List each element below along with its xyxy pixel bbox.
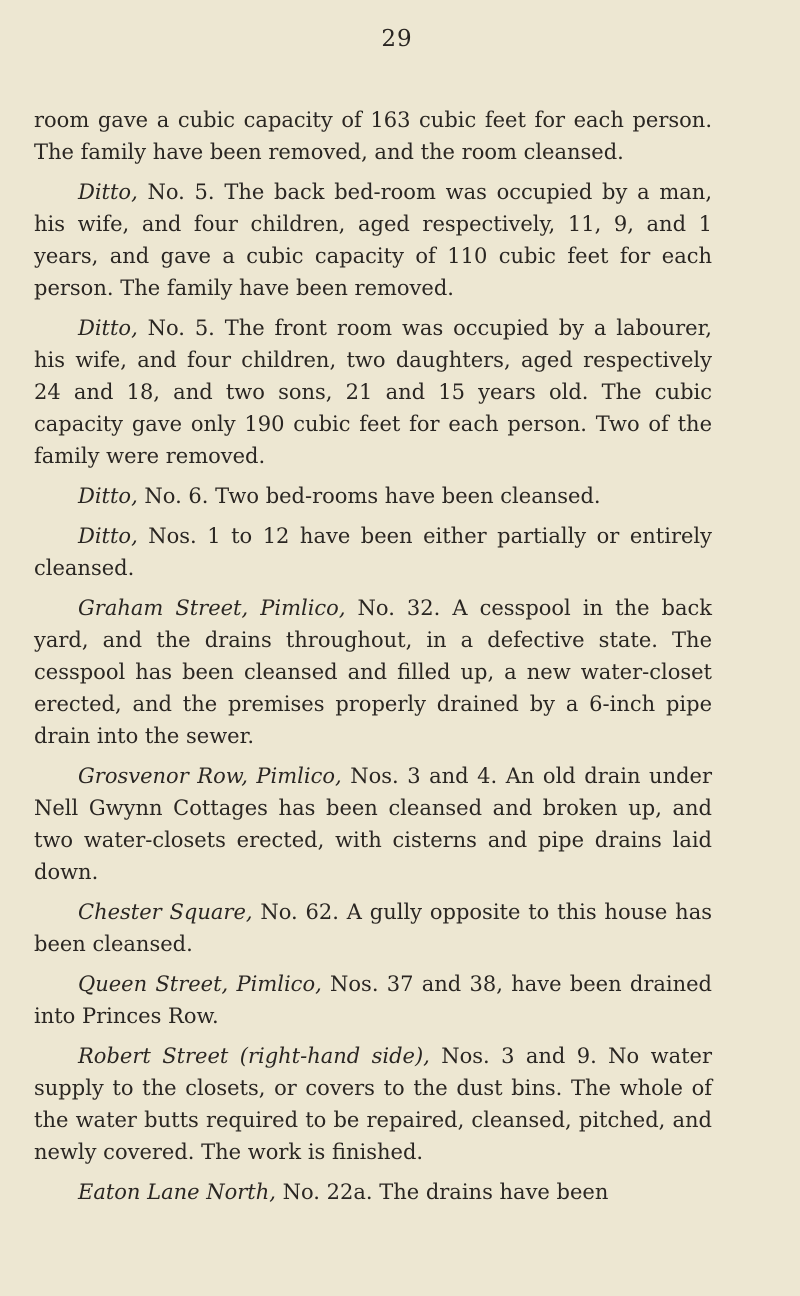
paragraph-lead: Ditto, bbox=[78, 316, 138, 340]
paragraph-text: No. 5. The back bed-room was occupied by a man, his wife, and four children, aged respectively, 11, 9, and 1 years, and gave a cubic capacity of 110 cubic feet for each person. The family have been removed. bbox=[34, 180, 712, 300]
paragraph-queen-street bbox=[34, 968, 712, 1032]
paragraph-lead: Chester Square, bbox=[78, 900, 253, 924]
paragraph-chester-square bbox=[34, 896, 712, 960]
paragraph-lead: Robert Street (right-hand side), bbox=[78, 1044, 430, 1068]
paragraph-lead: Eaton Lane North, bbox=[78, 1180, 276, 1204]
paragraph-text: No. 5. The front room was occupied by a labourer, his wife, and four children, two daughters, aged respectively 24 and 18, and two sons, 21 and 15 years old. The cubic capacity gave only 190 cubic feet for each person. Two of the family were removed. bbox=[34, 316, 712, 468]
paragraph-robert-street bbox=[34, 1040, 712, 1168]
paragraph-grosvenor-row bbox=[34, 760, 712, 888]
paragraph-lead: Graham Street, Pimlico, bbox=[78, 596, 346, 620]
paragraph-graham-street bbox=[34, 592, 712, 752]
paragraph-lead: Queen Street, Pimlico, bbox=[78, 972, 322, 996]
paragraph-text: No. 62. A gully opposite to this house has been cleansed. bbox=[34, 900, 712, 956]
paragraph-text: Nos. 37 and 38, have been drained into Princes Row. bbox=[34, 972, 712, 1028]
page-number: 29 bbox=[381, 26, 413, 52]
paragraph-ditto-1-12 bbox=[34, 520, 712, 584]
paragraph-text: Nos. 3 and 4. An old drain under Nell Gwynn Cottages has been cleansed and broken up, and two water-closets erected, with cisterns and pipe drains laid down. bbox=[34, 764, 713, 884]
paragraph-lead: Grosvenor Row, Pimlico, bbox=[78, 764, 342, 788]
paragraph-eaton-lane-north bbox=[34, 1176, 712, 1208]
paragraph-ditto-5-back bbox=[34, 176, 712, 304]
paragraph-ditto-5-front bbox=[34, 312, 712, 472]
paragraph-lead: Ditto, bbox=[78, 484, 138, 508]
paragraph-text: No. 22a. The drains have been bbox=[275, 1180, 609, 1204]
paragraph-text: No. 6. Two bed-rooms have been cleansed. bbox=[137, 484, 601, 508]
paragraph-text: room gave a cubic capacity of 163 cubic feet for each person. The family have been removed, and the room cleansed. bbox=[34, 108, 712, 164]
paragraph-ditto-6 bbox=[34, 480, 712, 512]
paragraph-text: Nos. 1 to 12 have been either partially or entirely cleansed. bbox=[34, 524, 712, 580]
paragraph-continuation bbox=[34, 104, 712, 168]
paragraph-lead: Ditto, bbox=[78, 524, 138, 548]
paragraph-lead: Ditto, bbox=[78, 180, 138, 204]
paragraph-text: No. 32. A cesspool in the back yard, and the drains throughout, in a defective state. The cesspool has been cleansed and filled up, a new water-closet erected, and the premises properly drained by a 6-inch pipe drain into the sewer. bbox=[34, 596, 712, 748]
paragraph-text: Nos. 3 and 9. No water supply to the closets, or covers to the dust bins. The whole of the water butts required to be repaired, cleansed, pitched, and newly covered. The work is finished. bbox=[34, 1044, 712, 1164]
